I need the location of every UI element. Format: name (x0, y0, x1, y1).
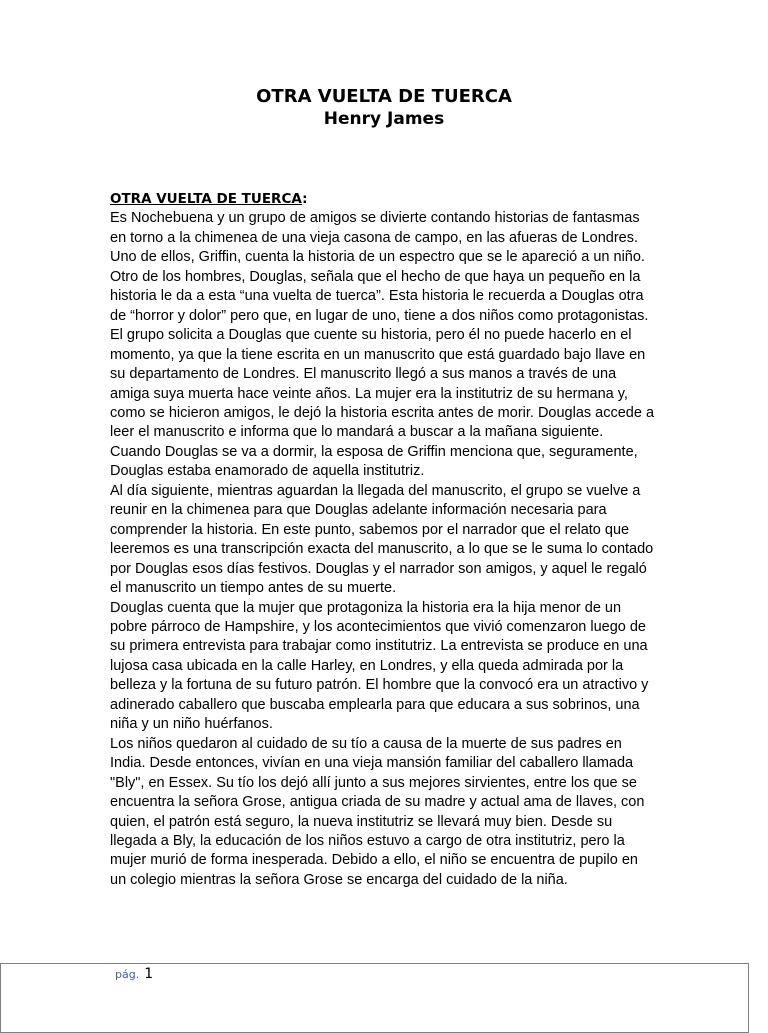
page-number-value: 1 (144, 966, 154, 982)
page-footer (0, 963, 749, 1033)
document-body (110, 190, 658, 890)
paragraph: El grupo solicita a Douglas que cuente su historia, pero él no puede hacerlo en el momento, ya que la tiene escrita en un manuscrito que está guardado bajo llave en su departamento de Londres. El manuscrito llegó a sus manos a través de una amiga suya muerta hace veinte años. La mujer era la institutriz de su hermana y, como se hicieron amigos, le dejó la historia escrita antes de morir. Douglas accede a leer el manuscrito e informa que lo mandará a buscar a la mañana siguiente. Cuando Douglas se va a dormir, la esposa de Griffin menciona que, seguramente, Douglas estaba enamorado de aquella institutriz. (110, 327, 655, 480)
paragraph: Al día siguiente, mientras aguardan la llegada del manuscrito, el grupo se vuelve a reunir en la chimenea para que Douglas adelante información necesaria para comprender la historia. En este punto, sabemos por el narrador que el relato que leeremos es una transcripción exacta del manuscrito, a lo que se le suma lo contado por Douglas esos días festivos. Douglas y el narrador son amigos, y aquel le regaló el manuscrito un tiempo antes de su muerte. (110, 482, 654, 597)
section-heading (110, 190, 658, 209)
document-author: Henry James (323, 109, 445, 129)
title-block (0, 86, 768, 130)
section-heading-text: OTRA VUELTA DE TUERCA (110, 191, 303, 207)
paragraph: Es Nochebuena y un grupo de amigos se divierte contando historias de fantasmas en torno a la chimenea de una vieja casona de campo, en las afueras de Londres. Uno de ellos, Griffin, cuenta la historia de un espectro que se le apareció a un niño. Otro de los hombres, Douglas, señala que el hecho de que haya un pequeño en la historia le da a esta “una vuelta de tuerca”. Esta historia le recuerda a Douglas otra de “horror y dolor” pero que, en lugar de uno, tiene a dos niños como protagonistas. (110, 210, 649, 324)
section-heading-colon: : (302, 191, 308, 207)
paragraph: Los niños quedaron al cuidado de su tío a causa de la muerte de sus padres en India. Desde entonces, vivían en una vieja mansión familiar del caballero llamada "Bly", en Essex. Su tío los dejó allí junto a sus mejores sirvientes, entre los que se encuentra la señora Grose, antigua criada de su madre y actual ama de llaves, con quien, el patrón está seguro, la nueva institutriz se llevará muy bien. Desde su llegada a Bly, la educación de los niños estuvo a cargo de otra institutriz, pero la mujer murió de forma inesperada. Debido a ello, el niño se encuentra de pupilo en un colegio mientras la señora Grose se encarga del cuidado de la niña. (110, 735, 645, 888)
page-label: pág. (115, 968, 140, 981)
page-number (115, 963, 153, 982)
document-title: OTRA VUELTA DE TUERCA (256, 86, 512, 107)
paragraph: Douglas cuenta que la mujer que protagoniza la historia era la hija menor de un pobre párroco de Hampshire, y los acontecimientos que vivió comenzaron luego de su primera entrevista para trabajar como institutriz. La entrevista se produce en una lujosa casa ubicada en la calle Harley, en Londres, y ella queda admirada por la belleza y la fortuna de su futuro patrón. El hombre que la convocó era un atractivo y adinerado caballero que buscaba emplearla para que educara a sus sobrinos, una niña y un niño huérfanos. (110, 599, 649, 733)
